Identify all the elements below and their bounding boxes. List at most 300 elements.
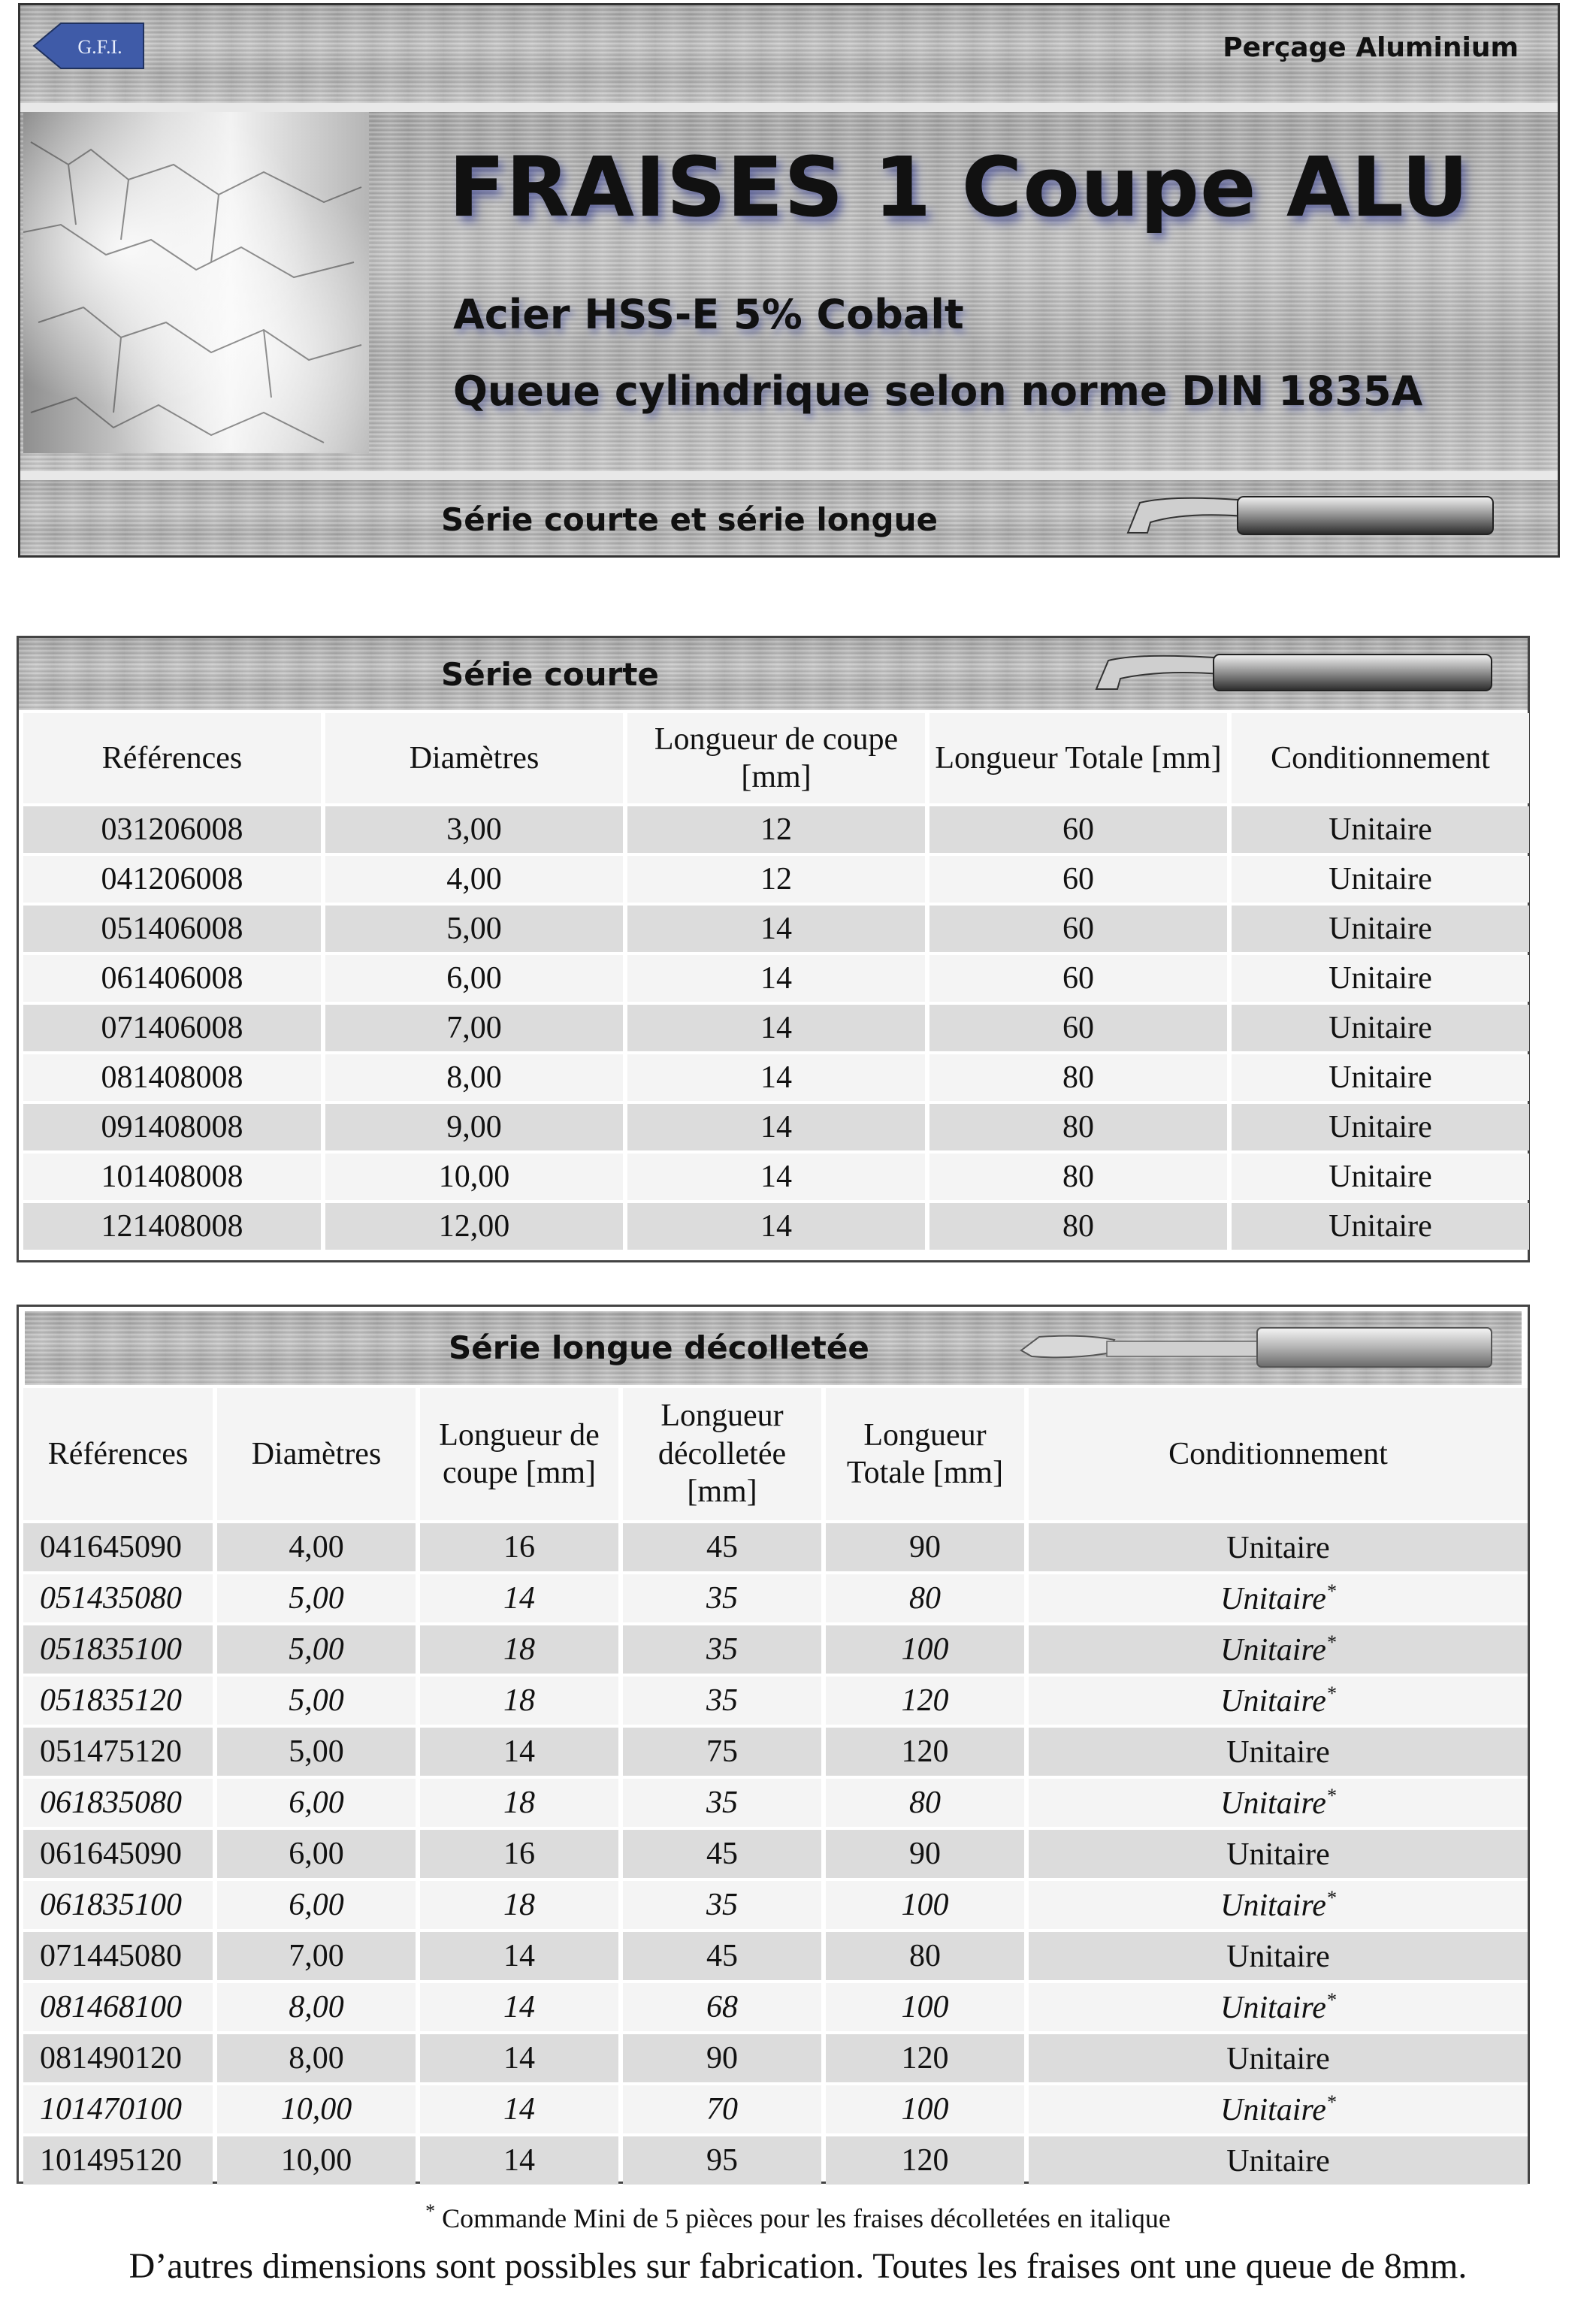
table-header-row [23, 713, 1529, 803]
diameter-cell-value: 6,00 [289, 1888, 344, 1922]
total-length-cell [929, 856, 1227, 903]
total-length-cell-value: 120 [901, 2143, 949, 2178]
packaging-cell-value: Unitaire [1328, 862, 1432, 897]
reference-cell [23, 806, 321, 853]
packaging-cell [1029, 1574, 1528, 1622]
packaging-cell-value: Unitaire [1328, 1209, 1432, 1244]
material-line: Acier HSS-E 5% Cobalt [453, 291, 964, 338]
series-caption: Série courte et série longue [441, 501, 938, 538]
cutting-length-cell-value: 14 [503, 2092, 535, 2127]
col-header-diameters: Diamètres [217, 1388, 416, 1520]
reference-cell [23, 1005, 321, 1051]
footnote-marker: * [1325, 1631, 1336, 1653]
diameter-cell-value: 10,00 [280, 2143, 352, 2178]
reference-cell [23, 1932, 213, 1980]
total-length-cell [826, 1830, 1024, 1878]
diameter-cell [217, 1779, 416, 1827]
packaging-cell-value: Unitaire [1226, 1939, 1330, 1974]
packaging-cell [1029, 2034, 1528, 2082]
neck-length-cell-value: 68 [706, 1990, 738, 2024]
banner-main-panel [20, 112, 1558, 471]
diameter-cell [325, 906, 623, 952]
table-row [23, 1154, 1529, 1200]
cutting-length-cell-value: 14 [760, 1060, 792, 1095]
footnote-marker: * [1325, 1784, 1336, 1807]
reference-cell [23, 1830, 213, 1878]
cutting-length-cell [420, 1830, 618, 1878]
diameter-cell-value: 6,00 [289, 1785, 344, 1820]
reference-cell [23, 2085, 213, 2133]
cutting-length-cell [420, 2136, 618, 2185]
diameter-cell [217, 1677, 416, 1725]
packaging-cell-value: Unitaire [1220, 1990, 1326, 2025]
total-length-cell-value: 120 [901, 1734, 949, 1769]
table-row [23, 1005, 1529, 1051]
table-row [23, 955, 1529, 1002]
diameter-cell [325, 1054, 623, 1101]
neck-length-cell-value: 35 [706, 1785, 738, 1820]
end-mill-icon [1125, 489, 1501, 543]
diameter-cell [325, 1154, 623, 1200]
packaging-cell-value: Unitaire [1220, 1632, 1326, 1668]
cutting-length-cell [627, 1104, 925, 1150]
shank-standard-line: Queue cylindrique selon norme DIN 1835A [453, 367, 1423, 415]
total-length-cell [826, 2085, 1024, 2133]
reference-cell-value: 071406008 [101, 1011, 243, 1045]
diameter-cell-value: 8,00 [446, 1060, 502, 1095]
reference-cell-value: 061835100 [40, 1888, 182, 1922]
neck-length-cell [623, 2034, 821, 2082]
cutting-length-cell [420, 2034, 618, 2082]
cutting-length-cell [420, 1728, 618, 1776]
total-length-cell-value: 80 [1062, 1160, 1094, 1194]
closing-note: D’autres dimensions sont possibles sur fabrication. Toutes les fraises ont une queue de 8mm. [128, 2246, 1468, 2286]
diameter-cell-value: 3,00 [446, 812, 502, 847]
diameter-cell-value: 5,00 [289, 1734, 344, 1769]
cutting-length-cell-value: 18 [503, 1888, 535, 1922]
reference-cell-value: 081490120 [40, 2041, 182, 2076]
col-header-total-length: Longueur Totale [mm] [929, 713, 1227, 803]
total-length-cell-value: 100 [901, 1888, 949, 1922]
diameter-cell-value: 7,00 [446, 1011, 502, 1045]
neck-length-cell-value: 70 [706, 2092, 738, 2127]
reference-cell [23, 1625, 213, 1674]
diameter-cell [325, 955, 623, 1002]
packaging-cell-value: Unitaire [1220, 2092, 1326, 2127]
neck-length-cell-value: 35 [706, 1683, 738, 1718]
reference-cell-value: 061835080 [40, 1785, 182, 1820]
short-series-table [17, 636, 1530, 1262]
packaging-cell-value: Unitaire [1226, 1734, 1330, 1770]
cutting-length-cell [627, 1054, 925, 1101]
reference-cell [23, 1054, 321, 1101]
short-series-header-bar [19, 638, 1528, 710]
neck-length-cell [623, 1677, 821, 1725]
table-row [23, 806, 1529, 853]
reference-cell [23, 1677, 213, 1725]
table-row [23, 1779, 1528, 1827]
cutting-length-cell [420, 1881, 618, 1929]
packaging-cell [1029, 1932, 1528, 1980]
packaging-cell [1029, 2136, 1528, 2185]
cutting-length-cell [420, 1932, 618, 1980]
packaging-cell-value: Unitaire [1328, 1110, 1432, 1144]
cutting-length-cell-value: 14 [760, 1209, 792, 1244]
reference-cell-value: 051835100 [40, 1632, 182, 1667]
packaging-cell [1232, 1054, 1529, 1101]
footnote-marker: * [1325, 2091, 1336, 2113]
col-header-references: Références [23, 1388, 213, 1520]
total-length-cell-value: 80 [909, 1785, 941, 1820]
diameter-cell-value: 5,00 [289, 1632, 344, 1667]
neck-length-cell [623, 1523, 821, 1571]
total-length-cell-value: 80 [1062, 1110, 1094, 1144]
packaging-cell [1232, 1005, 1529, 1051]
neck-length-cell [623, 1728, 821, 1776]
total-length-cell [826, 1574, 1024, 1622]
total-length-cell [826, 1932, 1024, 1980]
reference-cell-value: 081408008 [101, 1060, 243, 1095]
reference-cell-value: 061406008 [101, 961, 243, 996]
cutting-length-cell-value: 14 [760, 912, 792, 946]
total-length-cell-value: 90 [909, 1837, 941, 1871]
diameter-cell-value: 4,00 [446, 862, 502, 897]
cutting-length-cell-value: 14 [503, 1990, 535, 2024]
total-length-cell-value: 120 [901, 1683, 949, 1718]
short-series-grid [19, 710, 1534, 1253]
cutting-length-cell [627, 1203, 925, 1250]
table-row [23, 1203, 1529, 1250]
packaging-cell [1232, 1203, 1529, 1250]
packaging-cell-value: Unitaire [1328, 812, 1432, 847]
diameter-cell [325, 1203, 623, 1250]
packaging-cell [1232, 856, 1529, 903]
table-row [23, 1932, 1528, 1980]
total-length-cell [826, 1983, 1024, 2031]
packaging-cell-value: Unitaire [1220, 1581, 1326, 1616]
reference-cell-value: 051835120 [40, 1683, 182, 1718]
diameter-cell-value: 6,00 [446, 961, 502, 996]
table-row [23, 1574, 1528, 1622]
neck-length-cell [623, 2136, 821, 2185]
packaging-cell [1232, 1104, 1529, 1150]
neck-length-cell-value: 45 [706, 1939, 738, 1973]
diameter-cell [325, 1005, 623, 1051]
metal-texture-image [23, 112, 369, 453]
diameter-cell-value: 10,00 [438, 1160, 510, 1194]
diameter-cell-value: 8,00 [289, 2041, 344, 2076]
long-series-grid [19, 1385, 1532, 2188]
total-length-cell-value: 60 [1062, 912, 1094, 946]
cutting-length-cell [420, 1983, 618, 2031]
cutting-length-cell-value: 16 [503, 1530, 535, 1565]
packaging-cell [1029, 1728, 1528, 1776]
reference-cell-value: 081468100 [40, 1990, 182, 2024]
packaging-cell [1232, 955, 1529, 1002]
total-length-cell [826, 1625, 1024, 1674]
neck-length-cell-value: 35 [706, 1632, 738, 1667]
cutting-length-cell-value: 14 [503, 1581, 535, 1616]
packaging-cell-value: Unitaire [1220, 1683, 1326, 1719]
total-length-cell [826, 1677, 1024, 1725]
total-length-cell [826, 1523, 1024, 1571]
packaging-cell-value: Unitaire [1226, 2041, 1330, 2076]
reference-cell-value: 051435080 [40, 1581, 182, 1616]
reference-cell [23, 1728, 213, 1776]
diameter-cell-value: 7,00 [289, 1939, 344, 1973]
total-length-cell [929, 806, 1227, 853]
neck-length-cell-value: 45 [706, 1530, 738, 1565]
packaging-cell [1029, 1779, 1528, 1827]
footnote-marker: * [1325, 1682, 1336, 1704]
col-header-cutting-length: Longueur de coupe [mm] [420, 1388, 618, 1520]
cutting-length-cell [420, 2085, 618, 2133]
diameter-cell-value: 5,00 [289, 1581, 344, 1616]
cutting-length-cell-value: 12 [760, 862, 792, 897]
packaging-cell [1029, 1523, 1528, 1571]
diameter-cell-value: 5,00 [289, 1683, 344, 1718]
total-length-cell [929, 1054, 1227, 1101]
reference-cell [23, 856, 321, 903]
cutting-length-cell [627, 906, 925, 952]
reference-cell [23, 1574, 213, 1622]
diameter-cell [217, 1625, 416, 1674]
long-neck-end-mill-icon [1017, 1320, 1498, 1374]
packaging-cell-value: Unitaire [1328, 1160, 1432, 1194]
table-row [23, 856, 1529, 903]
long-series-table [17, 1305, 1530, 2184]
total-length-cell-value: 60 [1062, 862, 1094, 897]
total-length-cell-value: 120 [901, 2041, 949, 2076]
cutting-length-cell-value: 14 [760, 1160, 792, 1194]
total-length-cell [826, 1728, 1024, 1776]
neck-length-cell [623, 1881, 821, 1929]
packaging-cell [1029, 1881, 1528, 1929]
cutting-length-cell-value: 16 [503, 1837, 535, 1871]
reference-cell [23, 1779, 213, 1827]
cutting-length-cell-value: 14 [760, 1011, 792, 1045]
packaging-cell-value: Unitaire [1328, 961, 1432, 996]
diameter-cell [217, 1523, 416, 1571]
table-row [23, 2034, 1528, 2082]
col-header-packaging: Conditionnement [1232, 713, 1529, 803]
diameter-cell [217, 2034, 416, 2082]
reference-cell [23, 1154, 321, 1200]
diameter-cell [217, 1983, 416, 2031]
col-header-neck-length: Longueur décolletée [mm] [623, 1388, 821, 1520]
table-row [23, 1830, 1528, 1878]
cutting-length-cell-value: 18 [503, 1683, 535, 1718]
packaging-cell [1029, 2085, 1528, 2133]
footnote-marker: * [1325, 1580, 1336, 1602]
cutting-length-cell [420, 1625, 618, 1674]
reference-cell [23, 1881, 213, 1929]
packaging-cell [1029, 1677, 1528, 1725]
reference-cell [23, 1203, 321, 1250]
divider [20, 103, 1558, 112]
packaging-cell [1232, 806, 1529, 853]
cutting-length-cell [627, 856, 925, 903]
logo-text: G.F.I. [77, 36, 122, 58]
diameter-cell [325, 856, 623, 903]
reference-cell [23, 906, 321, 952]
total-length-cell [929, 906, 1227, 952]
diameter-cell [217, 2085, 416, 2133]
diameter-cell-value: 6,00 [289, 1837, 344, 1871]
neck-length-cell-value: 45 [706, 1837, 738, 1871]
total-length-cell-value: 100 [901, 1990, 949, 2024]
table-row [23, 1523, 1528, 1571]
total-length-cell-value: 60 [1062, 961, 1094, 996]
gfi-logo [31, 19, 151, 73]
total-length-cell [826, 2034, 1024, 2082]
diameter-cell-value: 12,00 [438, 1209, 510, 1244]
packaging-cell [1232, 906, 1529, 952]
reference-cell [23, 1983, 213, 2031]
cutting-length-cell [420, 1779, 618, 1827]
col-header-packaging: Conditionnement [1029, 1388, 1528, 1520]
reference-cell [23, 2136, 213, 2185]
footnote-star: * [425, 2200, 436, 2222]
diameter-cell [217, 1830, 416, 1878]
total-length-cell-value: 90 [909, 1530, 941, 1565]
cutting-length-cell-value: 14 [760, 961, 792, 996]
cutting-length-cell-value: 14 [503, 2143, 535, 2178]
header-banner [18, 3, 1560, 558]
table-row [23, 1983, 1528, 2031]
footnote-marker: * [1325, 1886, 1336, 1909]
total-length-cell-value: 80 [909, 1581, 941, 1616]
cutting-length-cell-value: 14 [503, 1939, 535, 1973]
total-length-cell-value: 100 [901, 1632, 949, 1667]
packaging-cell [1029, 1830, 1528, 1878]
neck-length-cell-value: 95 [706, 2143, 738, 2178]
packaging-cell-value: Unitaire [1328, 1011, 1432, 1045]
diameter-cell-value: 4,00 [289, 1530, 344, 1565]
total-length-cell-value: 80 [1062, 1060, 1094, 1095]
reference-cell-value: 031206008 [101, 812, 243, 847]
table-row [23, 1728, 1528, 1776]
table-row [23, 2136, 1528, 2185]
reference-cell-value: 041206008 [101, 862, 243, 897]
total-length-cell [929, 955, 1227, 1002]
footnote [0, 2200, 1596, 2234]
divider [20, 471, 1558, 480]
reference-cell-value: 041645090 [40, 1530, 182, 1565]
crack-pattern [23, 112, 369, 453]
neck-length-cell-value: 35 [706, 1888, 738, 1922]
cutting-length-cell-value: 14 [503, 1734, 535, 1769]
short-series-label: Série courte [441, 656, 659, 693]
col-header-cutting-length: Longueur de coupe [mm] [627, 713, 925, 803]
long-series-label: Série longue décolletée [449, 1329, 869, 1366]
packaging-cell-value: Unitaire [1226, 1530, 1330, 1565]
reference-cell [23, 1523, 213, 1571]
diameter-cell [325, 1104, 623, 1150]
footnote-text: Commande Mini de 5 pièces pour les fraises décolletées en italique [435, 2203, 1171, 2233]
cutting-length-cell [420, 1523, 618, 1571]
total-length-cell [929, 1104, 1227, 1150]
reference-cell-value: 071445080 [40, 1939, 182, 1973]
table-row [23, 1104, 1529, 1150]
table-header-row [23, 1388, 1528, 1520]
packaging-cell-value: Unitaire [1226, 1837, 1330, 1872]
table-row [23, 906, 1529, 952]
table-row [23, 1054, 1529, 1101]
packaging-cell-value: Unitaire [1220, 1785, 1326, 1821]
long-series-header-bar [25, 1311, 1522, 1385]
cutting-length-cell [627, 806, 925, 853]
reference-cell [23, 2034, 213, 2082]
end-mill-icon [1093, 649, 1499, 700]
banner-top-bar [20, 5, 1558, 103]
reference-cell-value: 121408008 [101, 1209, 243, 1244]
reference-cell [23, 1104, 321, 1150]
col-header-references: Références [23, 713, 321, 803]
cutting-length-cell-value: 12 [760, 812, 792, 847]
neck-length-cell [623, 1625, 821, 1674]
table-row [23, 2085, 1528, 2133]
col-header-total-length: Longueur Totale [mm] [826, 1388, 1024, 1520]
reference-cell-value: 051406008 [101, 912, 243, 946]
cutting-length-cell [627, 1005, 925, 1051]
reference-cell-value: 101495120 [40, 2143, 182, 2178]
cutting-length-cell [627, 955, 925, 1002]
packaging-cell-value: Unitaire [1226, 2143, 1330, 2179]
cutting-length-cell [627, 1154, 925, 1200]
cutting-length-cell-value: 18 [503, 1632, 535, 1667]
table-row [23, 1881, 1528, 1929]
diameter-cell-value: 8,00 [289, 1990, 344, 2024]
total-length-cell [929, 1203, 1227, 1250]
footnote-marker: * [1325, 1988, 1336, 2011]
packaging-cell [1232, 1154, 1529, 1200]
col-header-diameters: Diamètres [325, 713, 623, 803]
total-length-cell [929, 1154, 1227, 1200]
table-row [23, 1625, 1528, 1674]
cutting-length-cell-value: 14 [760, 1110, 792, 1144]
reference-cell-value: 101408008 [101, 1160, 243, 1194]
diameter-cell-value: 9,00 [446, 1110, 502, 1144]
cutting-length-cell [420, 1574, 618, 1622]
category-tag: Perçage Aluminium [1223, 32, 1519, 63]
diameter-cell [217, 1932, 416, 1980]
neck-length-cell [623, 2085, 821, 2133]
neck-length-cell [623, 1983, 821, 2031]
neck-length-cell-value: 35 [706, 1581, 738, 1616]
banner-bottom-bar [20, 480, 1558, 555]
total-length-cell [826, 2136, 1024, 2185]
diameter-cell [217, 2136, 416, 2185]
neck-length-cell [623, 1574, 821, 1622]
neck-length-cell [623, 1779, 821, 1827]
diameter-cell [217, 1728, 416, 1776]
diameter-cell-value: 10,00 [280, 2092, 352, 2127]
diameter-cell [217, 1881, 416, 1929]
reference-cell-value: 051475120 [40, 1734, 182, 1769]
reference-cell-value: 091408008 [101, 1110, 243, 1144]
packaging-cell-value: Unitaire [1328, 912, 1432, 946]
diameter-cell-value: 5,00 [446, 912, 502, 946]
neck-length-cell [623, 1830, 821, 1878]
page-title: FRAISES 1 Coupe ALU [449, 139, 1470, 235]
diameter-cell [325, 806, 623, 853]
reference-cell [23, 955, 321, 1002]
neck-length-cell-value: 90 [706, 2041, 738, 2076]
total-length-cell-value: 80 [909, 1939, 941, 1973]
neck-length-cell [623, 1932, 821, 1980]
total-length-cell-value: 80 [1062, 1209, 1094, 1244]
